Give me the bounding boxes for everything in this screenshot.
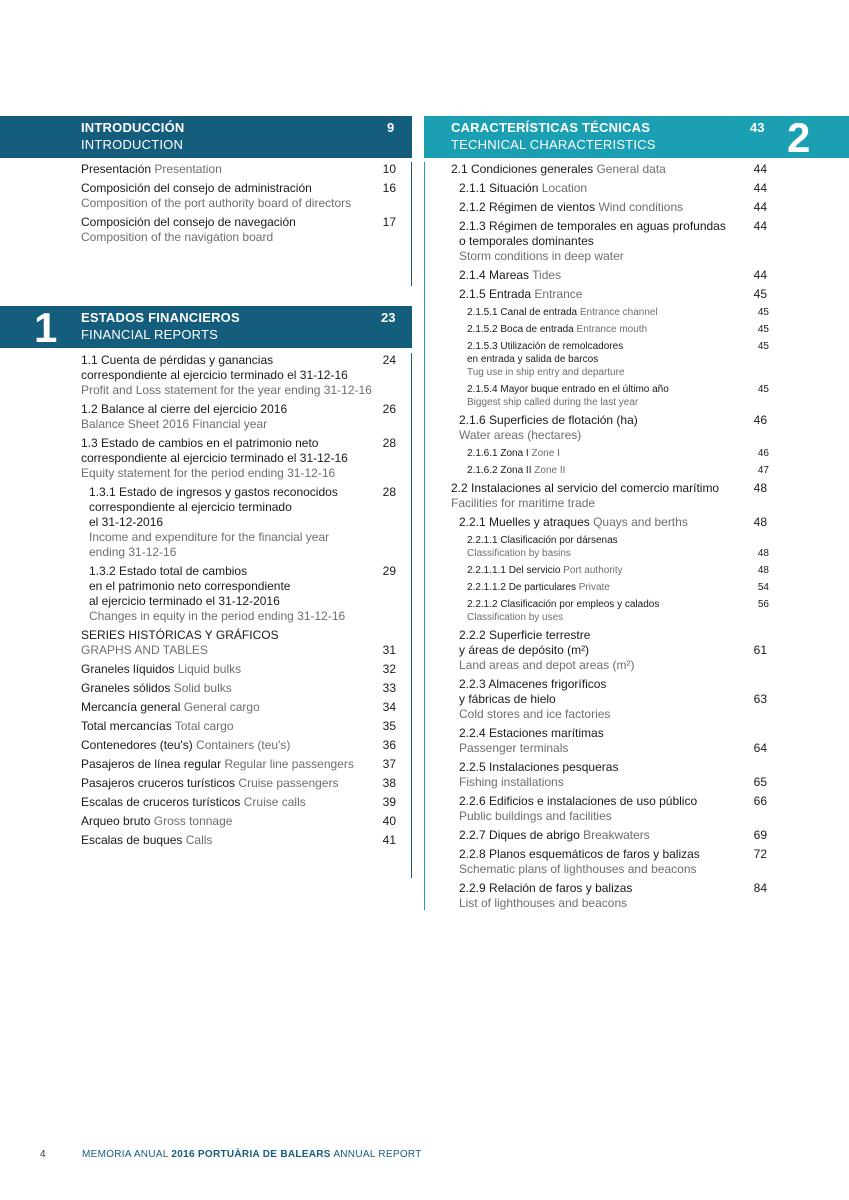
toc-entry[interactable] <box>424 677 849 722</box>
entry-title-es: Escalas de buques <box>81 833 183 847</box>
entry-page: 17 <box>382 215 396 229</box>
toc-entry[interactable] <box>0 436 411 481</box>
entry-title-es: 1.3 Estado de cambios en el patrimonio neto correspondiente al ejercicio terminado el 31-12-16 <box>81 436 348 465</box>
entry-title-en: Land areas and depot areas (m²) <box>459 658 635 672</box>
entry-title-es: 2.2.7 Diques de abrigo <box>459 828 580 842</box>
entry-page: 32 <box>382 662 396 676</box>
entry-title-en: Storm conditions in deep water <box>459 249 624 263</box>
entry-title-es: 2.2.1.1 Clasificación por dársenas <box>467 535 618 546</box>
finance-list <box>0 353 412 878</box>
entry-title-es: Graneles sólidos <box>81 681 171 695</box>
entry-page: 48 <box>757 548 769 559</box>
entry-title-en: Equity statement for the period ending 31-12-16 <box>81 466 336 480</box>
entry-title-en: Breakwaters <box>583 828 650 842</box>
page-footer <box>40 1149 422 1160</box>
tech-title-es: CARACTERÍSTICAS TÉCNICAS <box>451 120 651 135</box>
entry-title-en: Classification by uses <box>467 612 564 623</box>
entry-title-es: Composición del consejo de administración <box>81 181 312 195</box>
entry-page: 44 <box>753 162 767 176</box>
entry-title-en: Cruise calls <box>243 795 306 809</box>
toc-entry[interactable] <box>424 794 849 824</box>
entry-page: 69 <box>753 828 767 842</box>
toc-entry[interactable] <box>424 383 849 409</box>
entry-page: 44 <box>753 181 767 195</box>
entry-title-es: 2.2.9 Relación de faros y balizas <box>459 881 633 895</box>
entry-title-es: 2.1.3 Régimen de temporales en aguas profundas o temporales dominantes <box>459 219 726 248</box>
entry-title-en: Private <box>578 582 610 593</box>
entry-title-en: Wind conditions <box>598 200 684 214</box>
entry-page: 34 <box>382 700 396 714</box>
toc-entry[interactable] <box>424 598 849 624</box>
toc-entry[interactable] <box>0 162 411 177</box>
entry-page: 29 <box>382 564 396 578</box>
entry-title-en: Tug use in ship entry and departure <box>467 367 625 378</box>
toc-entry[interactable] <box>424 464 849 477</box>
footer-text-b: 2016 PORTUÀRIA DE BALEARS <box>171 1149 331 1160</box>
entry-title-en: Balance Sheet 2016 Financial year <box>81 417 268 431</box>
intro-page: 9 <box>387 120 395 135</box>
entry-page: 44 <box>753 219 767 233</box>
page-number: 4 <box>40 1149 46 1160</box>
entry-title-es: 1.2 Balance al cierre del ejercicio 2016 <box>81 402 288 416</box>
entry-page: 45 <box>757 341 769 352</box>
toc-entry[interactable] <box>424 181 849 196</box>
entry-title-en: Cold stores and ice factories <box>459 707 611 721</box>
entry-title-en: Income and expenditure for the financial year ending 31-12-16 <box>89 530 330 559</box>
intro-title-es: INTRODUCCIÓN <box>81 120 185 135</box>
toc-entry[interactable] <box>424 515 849 530</box>
entry-title-es: 2.1 Condiciones generales <box>451 162 594 176</box>
entry-title-es: Total mercancías <box>81 719 172 733</box>
entry-page: 28 <box>382 436 396 450</box>
toc-entry[interactable] <box>0 719 411 734</box>
entry-title-en: Quays and berths <box>593 515 688 529</box>
toc-entry[interactable] <box>424 881 849 911</box>
entry-title-en: Composition of the navigation board <box>81 230 274 244</box>
entry-page: 56 <box>757 599 769 610</box>
entry-title-es: Composición del consejo de navegación <box>81 215 296 229</box>
entry-title-es: Mercancía general <box>81 700 181 714</box>
toc-entry[interactable] <box>0 485 411 560</box>
toc-entry[interactable] <box>424 828 849 843</box>
section-number-1: 1 <box>34 304 58 351</box>
entry-page: 24 <box>382 353 396 367</box>
entry-title-es: 2.2.6 Edificios e instalaciones de uso público <box>459 794 698 808</box>
toc-entry[interactable] <box>0 738 411 753</box>
entry-title-es: 2.2.5 Instalaciones pesqueras <box>459 760 619 774</box>
toc-entry[interactable] <box>424 306 849 319</box>
entry-page: 45 <box>757 307 769 318</box>
entry-title-en: Biggest ship called during the last year <box>467 397 639 408</box>
entry-title-es: 2.1.5.1 Canal de entrada <box>467 307 578 318</box>
entry-title-en: Composition of the port authority board of directors <box>81 196 352 210</box>
entry-title-es: 2.2.3 Almacenes frigoríficos y fábricas de hielo <box>459 677 607 706</box>
entry-title-es: 2.1.4 Mareas <box>459 268 530 282</box>
entry-title-es: 2.1.5.4 Mayor buque entrado en el último año <box>467 384 669 395</box>
entry-title-es: 2.1.5.2 Boca de entrada <box>467 324 574 335</box>
entry-page: 64 <box>753 741 767 755</box>
entry-title-en: Tides <box>532 268 562 282</box>
toc-entry[interactable] <box>0 795 411 810</box>
entry-title-es: Escalas de cruceros turísticos <box>81 795 241 809</box>
entry-page: 38 <box>382 776 396 790</box>
toc-entry[interactable] <box>0 700 411 715</box>
entry-title-es: Presentación <box>81 162 152 176</box>
entry-page: 48 <box>753 481 767 495</box>
entry-title-es: Pasajeros cruceros turísticos <box>81 776 236 790</box>
left-column <box>0 116 412 878</box>
entry-title-en: General cargo <box>183 700 260 714</box>
section-number-2: 2 <box>787 114 811 161</box>
entry-page: 48 <box>753 515 767 529</box>
toc-entry[interactable] <box>424 447 849 460</box>
entry-page: 46 <box>753 413 767 427</box>
entry-page: 54 <box>757 582 769 593</box>
toc-entry[interactable] <box>424 628 849 673</box>
toc-entry[interactable] <box>424 268 849 283</box>
entry-page: 84 <box>753 881 767 895</box>
entry-title-en: Calls <box>185 833 213 847</box>
entry-title-en: Port authority <box>563 565 623 576</box>
intro-list <box>0 162 412 286</box>
entry-page: 44 <box>753 268 767 282</box>
toc-entry[interactable] <box>0 353 411 398</box>
toc-entry[interactable] <box>424 481 849 511</box>
finance-title-en: FINANCIAL REPORTS <box>81 327 219 342</box>
toc-entry[interactable] <box>424 847 849 877</box>
entry-page: 10 <box>382 162 396 176</box>
toc-entry[interactable] <box>424 219 849 264</box>
entry-title-en: List of lighthouses and beacons <box>459 896 628 910</box>
entry-title-es: Pasajeros de línea regular <box>81 757 222 771</box>
toc-entry[interactable] <box>424 287 849 302</box>
right-column <box>424 116 849 910</box>
entry-title-es: Arqueo bruto <box>81 814 151 828</box>
entry-title-en: Entrance channel <box>579 307 658 318</box>
finance-title-es: ESTADOS FINANCIEROS <box>81 310 240 325</box>
toc-entry[interactable] <box>424 200 849 215</box>
entry-title-es: 2.1.1 Situación <box>459 181 539 195</box>
entry-page: 65 <box>753 775 767 789</box>
tech-list <box>424 162 849 910</box>
entry-page: 44 <box>753 200 767 214</box>
toc-entry[interactable] <box>0 776 411 791</box>
entry-title-en: Liquid bulks <box>177 662 242 676</box>
toc-entry[interactable] <box>424 581 849 594</box>
toc-entry[interactable] <box>0 628 411 658</box>
entry-title-en: Water areas (hectares) <box>459 428 582 442</box>
entry-title-en: Gross tonnage <box>153 814 233 828</box>
entry-title-es: 2.2.1.1.1 Del servicio <box>467 565 561 576</box>
entry-title-es: 2.2 Instalaciones al servicio del comercio marítimo <box>451 481 720 495</box>
entry-title-es: 2.1.6 Superficies de flotación (ha) <box>459 413 638 427</box>
toc-entry[interactable] <box>424 564 849 577</box>
tech-header <box>424 114 849 161</box>
entry-title-en: Zone I <box>531 448 560 459</box>
toc-entry[interactable] <box>424 413 849 443</box>
entry-title-es: 1.3.2 Estado total de cambios en el patrimonio neto correspondiente al ejercicio terminado el 31-12-2016 <box>89 564 291 608</box>
entry-title-en: Classification by basins <box>467 548 571 559</box>
entry-title-en: Public buildings and facilities <box>459 809 612 823</box>
entry-title-es: 2.2.2 Superficie terrestre y áreas de depósito (m²) <box>459 628 591 657</box>
toc-entry[interactable] <box>424 162 849 177</box>
entry-title-es: 1.3.1 Estado de ingresos y gastos reconocidos correspondiente al ejercicio terminado el 31-12-2016 <box>89 485 338 529</box>
toc-entry[interactable] <box>0 402 411 432</box>
entry-page: 33 <box>382 681 396 695</box>
entry-title-es: Contenedores (teu's) <box>81 738 193 752</box>
entry-title-es: 2.2.1.2 Clasificación por empleos y calados <box>467 599 660 610</box>
entry-page: 66 <box>753 794 767 808</box>
entry-title-es: 2.2.8 Planos esquemáticos de faros y balizas <box>459 847 700 861</box>
tech-page: 43 <box>750 120 765 135</box>
entry-page: 28 <box>382 485 396 499</box>
intro-header <box>0 116 412 158</box>
footer-text-c: ANNUAL REPORT <box>333 1149 422 1160</box>
entry-title-en: Location <box>541 181 588 195</box>
toc-entry[interactable] <box>0 833 411 848</box>
tech-title-en: TECHNICAL CHARACTERISTICS <box>451 137 656 152</box>
entry-title-es: 2.1.2 Régimen de vientos <box>459 200 596 214</box>
entry-page: 37 <box>382 757 396 771</box>
entry-title-en: Cruise passengers <box>238 776 339 790</box>
entry-title-es: 2.2.1 Muelles y atraques <box>459 515 590 529</box>
entry-title-en: Presentation <box>154 162 222 176</box>
entry-title-en: GRAPHS AND TABLES <box>81 643 208 657</box>
entry-title-en: Profit and Loss statement for the year ending 31-12-16 <box>81 383 372 397</box>
toc-entry[interactable] <box>0 757 411 772</box>
entry-title-en: Solid bulks <box>173 681 232 695</box>
entry-title-en: Regular line passengers <box>224 757 354 771</box>
toc-entry[interactable] <box>424 760 849 790</box>
entry-title-en: Total cargo <box>174 719 234 733</box>
entry-title-en: General data <box>596 162 666 176</box>
entry-page: 39 <box>382 795 396 809</box>
entry-title-es: SERIES HISTÓRICAS Y GRÁFICOS <box>81 628 279 642</box>
entry-title-en: Fishing installations <box>459 775 564 789</box>
entry-title-es: 2.1.5 Entrada <box>459 287 532 301</box>
entry-title-es: 2.1.6.2 Zona II <box>467 465 532 476</box>
entry-page: 45 <box>757 384 769 395</box>
entry-page: 16 <box>382 181 396 195</box>
entry-page: 35 <box>382 719 396 733</box>
entry-title-en: Changes in equity in the period ending 31-12-16 <box>89 609 346 623</box>
entry-title-en: Zone II <box>534 465 566 476</box>
toc-entry[interactable] <box>0 662 411 677</box>
entry-page: 31 <box>382 643 396 657</box>
footer-text-a: MEMORIA ANUAL <box>81 1149 169 1160</box>
entry-title-es: 1.1 Cuenta de pérdidas y ganancias correspondiente al ejercicio terminado el 31-12-16 <box>81 353 348 382</box>
finance-page: 23 <box>381 310 396 325</box>
entry-title-en: Schematic plans of lighthouses and beacons <box>459 862 697 876</box>
toc-entry[interactable] <box>0 215 411 245</box>
entry-page: 45 <box>753 287 767 301</box>
entry-title-es: 2.2.4 Estaciones marítimas <box>459 726 604 740</box>
entry-page: 61 <box>753 643 767 657</box>
entry-page: 40 <box>382 814 396 828</box>
toc-entry[interactable] <box>424 340 849 379</box>
toc-entry[interactable] <box>424 534 849 560</box>
entry-page: 45 <box>757 324 769 335</box>
toc-entry[interactable] <box>0 681 411 696</box>
entry-title-es: 2.2.1.1.2 De particulares <box>467 582 576 593</box>
toc-entry[interactable] <box>0 181 411 211</box>
entry-title-en: Entrance mouth <box>576 324 648 335</box>
entry-title-es: 2.1.5.3 Utilización de remolcadores en entrada y salida de barcos <box>467 341 624 365</box>
entry-title-en: Facilities for maritime trade <box>451 496 596 510</box>
entry-title-es: 2.1.6.1 Zona I <box>467 448 529 459</box>
entry-page: 46 <box>757 448 769 459</box>
entry-page: 63 <box>753 692 767 706</box>
finance-header <box>0 304 412 351</box>
entry-page: 48 <box>757 565 769 576</box>
toc-entry[interactable] <box>424 726 849 756</box>
entry-page: 41 <box>382 833 396 847</box>
toc-entry[interactable] <box>0 814 411 829</box>
toc-entry[interactable] <box>0 564 411 624</box>
entry-page: 26 <box>382 402 396 416</box>
entry-page: 36 <box>382 738 396 752</box>
toc-entry[interactable] <box>424 323 849 336</box>
entry-title-en: Containers (teu's) <box>196 738 291 752</box>
entry-page: 72 <box>753 847 767 861</box>
intro-title-en: INTRODUCTION <box>81 137 184 152</box>
entry-page: 47 <box>757 465 769 476</box>
entry-title-es: Graneles líquidos <box>81 662 175 676</box>
entry-title-en: Passenger terminals <box>459 741 569 755</box>
entry-title-en: Entrance <box>534 287 583 301</box>
